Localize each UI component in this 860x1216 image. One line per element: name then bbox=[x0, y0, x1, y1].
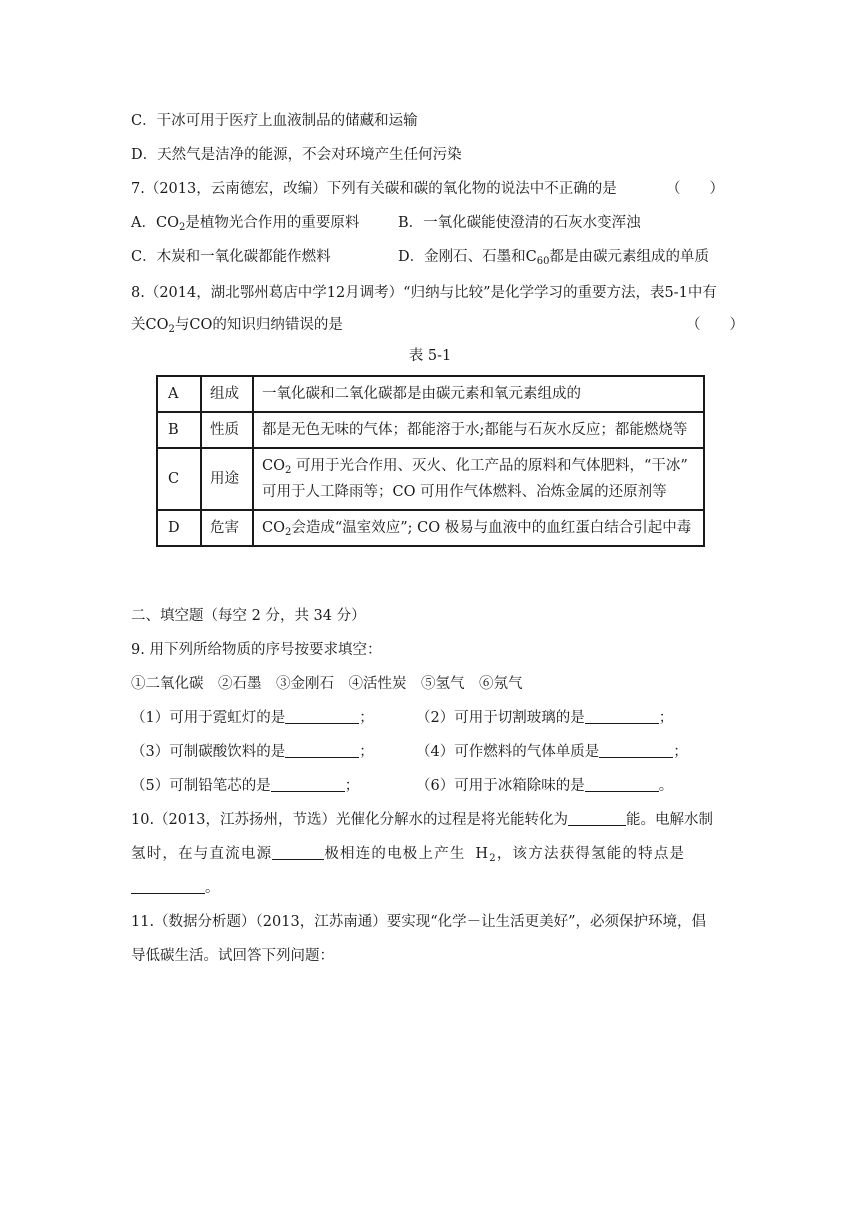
q9-stem: 9. 用下列所给物质的序号按要求填空： bbox=[131, 642, 382, 658]
row-letter: A bbox=[157, 376, 201, 412]
q9-item: （3）可制碳酸饮料的是 ； bbox=[131, 744, 374, 760]
row-category: 用途 bbox=[201, 448, 253, 510]
q7-option-d: D．金刚石、石墨和$C_{60}$都是由碳元素组成的单质 bbox=[398, 249, 709, 267]
q9-item: （5）可制铅笔芯的是 ； bbox=[131, 778, 360, 794]
q11-line2: 导低碳生活。试回答下列问题： bbox=[131, 948, 334, 964]
q7-option-a: A．$CO_2$是植物光合作用的重要原料 bbox=[131, 215, 360, 233]
table-row bbox=[157, 510, 704, 546]
q8-stem-line1: 8.（2014，湖北鄂州葛店中学12月调考）“归纳与比较”是化学学习的重要方法，表5-1中有 bbox=[131, 285, 717, 301]
q8-stem-line2: 关$CO_2$与CO的知识归纳错误的是 bbox=[131, 317, 343, 335]
row-content: $CO_2$会造成“温室效应”; CO 极易与血液中的血红蛋白结合引起中毒 bbox=[253, 510, 704, 546]
row-letter: C bbox=[157, 448, 201, 510]
row-category: 危害 bbox=[201, 510, 253, 546]
comparison-table bbox=[156, 375, 705, 547]
table-row bbox=[157, 412, 704, 448]
section-heading: 二、填空题（每空 2 分，共 34 分） bbox=[131, 608, 366, 624]
q7-answer-paren: （ ） bbox=[666, 181, 724, 197]
table-row bbox=[157, 376, 704, 412]
row-category: 组成 bbox=[201, 376, 253, 412]
row-letter: B bbox=[157, 412, 201, 448]
row-content: 一氧化碳和二氧化碳都是由碳元素和氧元素组成的 bbox=[253, 376, 704, 412]
q9-item: （2）可用于切割玻璃的是 ； bbox=[416, 710, 674, 726]
row-letter: D bbox=[157, 510, 201, 546]
row-content: $CO_2$ 可用于光合作用、灭火、化工产品的原料和气体肥料，“干冰” 可用于人工降雨等；CO 可用作气体燃料、冶炼金属的还原剂等 bbox=[253, 448, 704, 510]
row-content: 都是无色无味的气体；都能溶于水;都能与石灰水反应；都能燃烧等 bbox=[253, 412, 704, 448]
table-row bbox=[157, 448, 704, 510]
q9-item: （1）可用于霓虹灯的是 ； bbox=[131, 710, 374, 726]
q6-option-d: D．天然气是洁净的能源，不会对环境产生任何污染 bbox=[131, 147, 462, 163]
q10-line2: 氢时，在与直流电源 极相连的电极上产生 $H_2$，该方法获得氢能的特点是 bbox=[131, 846, 686, 864]
q9-item: （6）可用于冰箱除味的是 。 bbox=[416, 778, 674, 794]
q7-option-b: B．一氧化碳能使澄清的石灰水变浑浊 bbox=[398, 215, 641, 231]
q9-item: （4）可作燃料的气体单质是 ； bbox=[416, 744, 688, 760]
q7-option-c: C．木炭和一氧化碳都能作燃料 bbox=[131, 249, 331, 265]
q9-options: ①二氧化碳 ②石墨 ③金刚石 ④活性炭 ⑤氢气 ⑥氖气 bbox=[131, 676, 523, 692]
q10-line3: 。 bbox=[131, 878, 220, 898]
row-category: 性质 bbox=[201, 412, 253, 448]
q6-option-c: C．干冰可用于医疗上血液制品的储藏和运输 bbox=[131, 113, 418, 129]
q10-line1: 10.（2013，江苏扬州，节选）光催化分解水的过程是将光能转化为 能。电解水制 bbox=[131, 812, 713, 828]
q11-line1: 11.（数据分析题）（2013，江苏南通）要实现“化学－让生活更美好”，必须保护环境，倡 bbox=[131, 914, 707, 930]
q8-answer-paren: （ ） bbox=[686, 317, 744, 333]
table-caption: 表 5-1 bbox=[408, 348, 452, 364]
q7-stem: 7.（2013，云南德宏，改编）下列有关碳和碳的氧化物的说法中不正确的是 bbox=[131, 181, 617, 197]
